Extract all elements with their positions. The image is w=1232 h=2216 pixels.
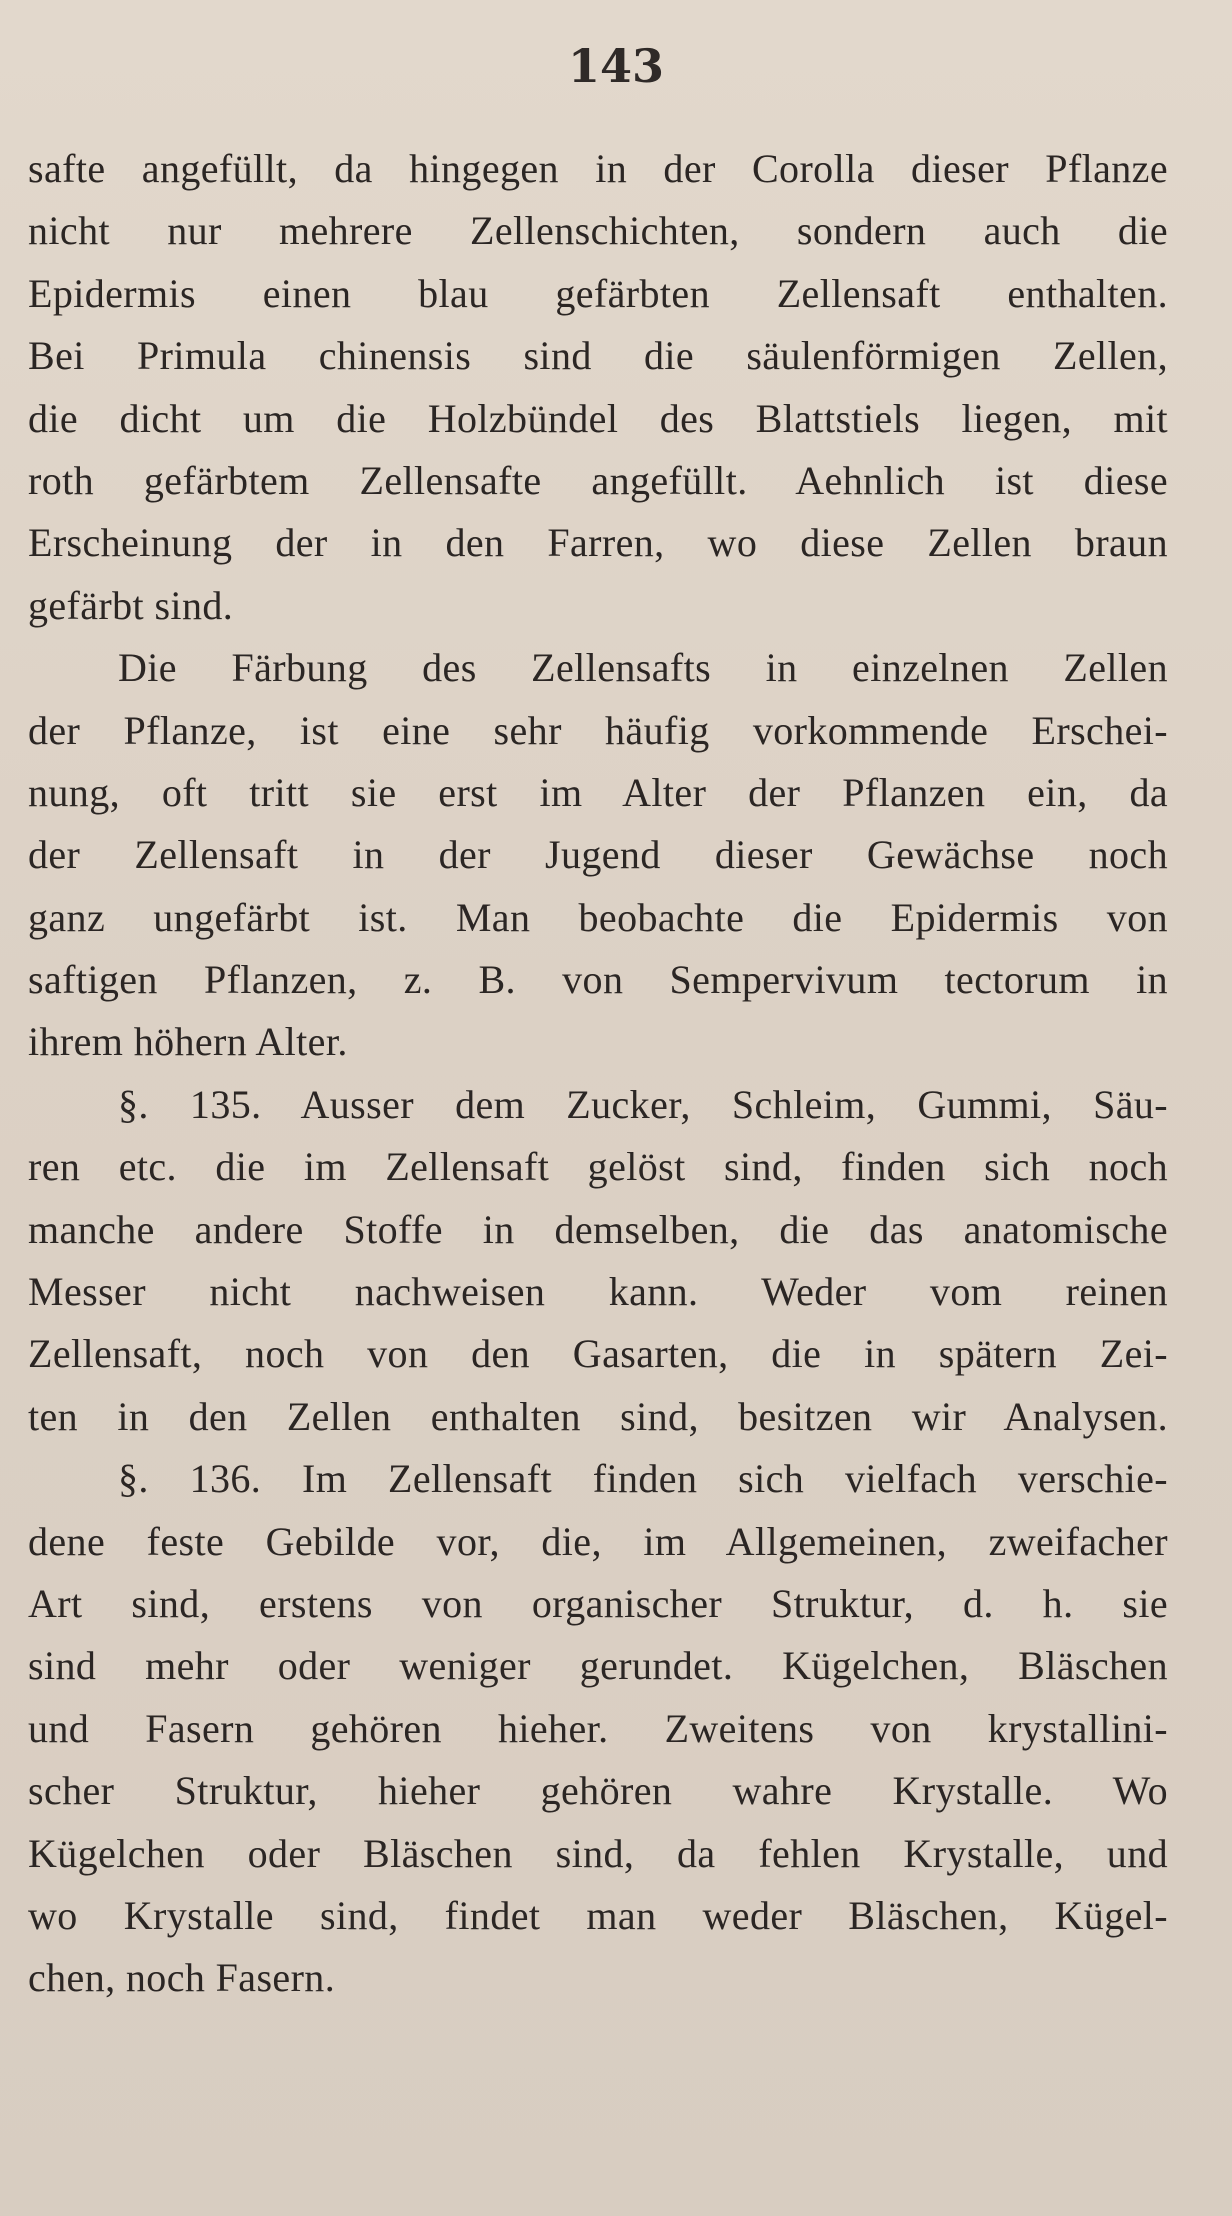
text-line: ganz ungefärbt ist. Man beobachte die Epidermis von [28,894,1168,940]
text-line: saftigen Pflanzen, z. B. von Sempervivum tectorum in [28,957,1168,1003]
text-line: nicht nur mehrere Zellenschichten, sondern auch die [28,208,1168,254]
section-135-line: §. 135. Ausser dem Zucker, Schleim, Gummi, Säu- [118,1081,1168,1127]
paragraph-start-line: Die Färbung des Zellensafts in einzelnen Zellen [118,645,1168,691]
text-line: der Zellensaft in der Jugend dieser Gewächse noch [28,832,1168,878]
text-line: Art sind, erstens von organischer Struktur, d. h. sie [28,1580,1168,1626]
text-line: Bei Primula chinensis sind die säulenförmigen Zellen, [28,333,1168,379]
text-line: Kügelchen oder Bläschen sind, da fehlen Krystalle, und [28,1830,1168,1876]
text-line: roth gefärbtem Zellensafte angefüllt. Aehnlich ist diese [28,457,1168,503]
text-line: der Pflanze, ist eine sehr häufig vorkommende Erschei- [28,707,1168,753]
text-line: sind mehr oder weniger gerundet. Kügelchen, Bläschen [28,1643,1168,1689]
text-line: ihrem höhern Alter. [28,1019,348,1065]
text-line: Epidermis einen blau gefärbten Zellensaft enthalten. [28,270,1168,316]
section-136-line: §. 136. Im Zellensaft finden sich vielfach verschie- [118,1456,1168,1502]
text-line: manche andere Stoffe in demselben, die das anatomische [28,1206,1168,1252]
text-line: und Fasern gehören hieher. Zweitens von krystallini- [28,1705,1168,1751]
text-line: ren etc. die im Zellensaft gelöst sind, finden sich noch [28,1144,1168,1190]
text-line: chen, noch Fasern. [28,1955,336,2001]
text-line: die dicht um die Holzbündel des Blattstiels liegen, mit [28,395,1168,441]
body-text [28,138,1168,2010]
text-line: scher Struktur, hieher gehören wahre Krystalle. Wo [28,1768,1168,1814]
text-line: ten in den Zellen enthalten sind, besitzen wir Analysen. [28,1393,1168,1439]
text-line: safte angefüllt, da hingegen in der Corolla dieser Pflanze [28,146,1168,191]
page-number: 143 [567,39,665,93]
text-line: nung, oft tritt sie erst im Alter der Pflanzen ein, da [28,769,1168,815]
text-line: gefärbt sind. [28,582,234,628]
text-line: Messer nicht nachweisen kann. Weder vom reinen [28,1269,1168,1315]
text-line: dene feste Gebilde vor, die, im Allgemeinen, zweifacher [28,1518,1168,1564]
text-line: Zellensaft, noch von den Gasarten, die in spätern Zei- [28,1331,1168,1377]
text-line: wo Krystalle sind, findet man weder Bläschen, Kügel- [28,1892,1168,1938]
text-line: Erscheinung der in den Farren, wo diese Zellen braun [28,520,1168,566]
